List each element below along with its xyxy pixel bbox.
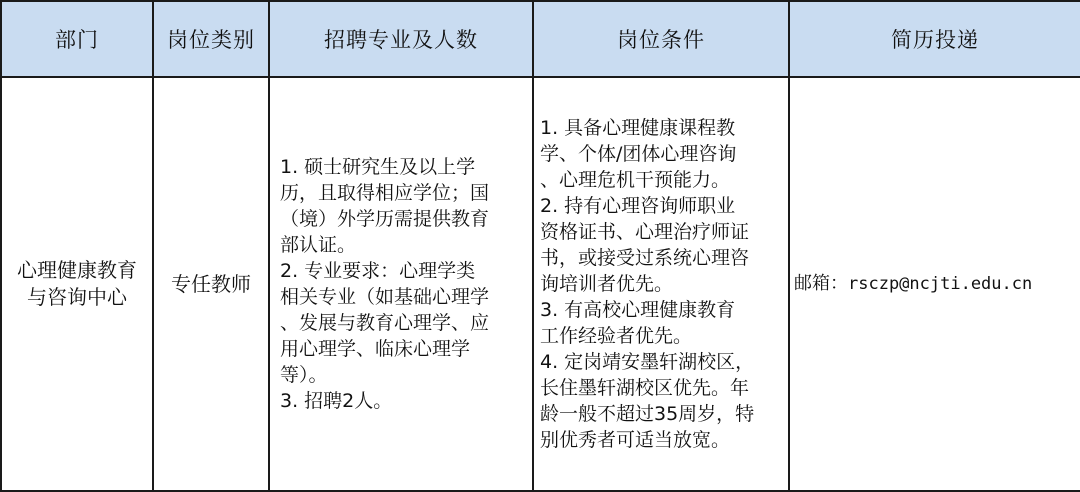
conditions-cell — [533, 77, 789, 491]
conditions-line: 别优秀者可适当放宽。 — [540, 429, 731, 451]
conditions-line: 龄一般不超过35周岁，特 — [540, 403, 755, 425]
header-resume-submission: 简历投递 — [789, 1, 1080, 77]
header-majors-and-count: 招聘专业及人数 — [269, 1, 533, 77]
conditions-line: 2. 持有心理咨询师职业 — [540, 195, 736, 217]
table-row — [1, 77, 1080, 491]
majors-cell — [269, 77, 533, 491]
majors-line: 、发展与教育心理学、应 — [280, 312, 490, 334]
conditions-line: 、心理危机干预能力。 — [540, 169, 731, 191]
position-type-cell: 专任教师 — [153, 77, 269, 491]
conditions-line: 3. 有高校心理健康教育 — [540, 299, 736, 321]
conditions-line: 学、个体/团体心理咨询 — [540, 143, 737, 165]
department-line: 心理健康教育 — [17, 258, 137, 282]
header-position-type: 岗位类别 — [153, 1, 269, 77]
majors-line: 部认证。 — [280, 234, 357, 256]
resume-cell — [789, 77, 1080, 491]
majors-line: （境）外学历需提供教育 — [280, 208, 490, 230]
majors-line: 3. 招聘2人。 — [280, 390, 393, 412]
conditions-line: 工作经验者优先。 — [540, 325, 693, 347]
conditions-line: 长住墨轩湖校区优先。年 — [540, 377, 750, 399]
department-cell — [1, 77, 153, 491]
conditions-line: 4. 定岗靖安墨轩湖校区， — [540, 351, 755, 373]
header-position-conditions: 岗位条件 — [533, 1, 789, 77]
header-department: 部门 — [1, 1, 153, 77]
conditions-line: 询培训者优先。 — [540, 273, 674, 295]
email-label: 邮箱： — [794, 273, 848, 294]
email-address[interactable]: rsczp@ncjti.edu.cn — [848, 274, 1033, 294]
conditions-line: 资格证书、心理治疗师证 — [540, 221, 750, 243]
conditions-line: 书，或接受过系统心理咨 — [540, 247, 750, 269]
majors-line: 历，且取得相应学位；国 — [280, 182, 490, 204]
majors-line: 等）。 — [280, 364, 328, 386]
conditions-line: 1. 具备心理健康课程教 — [540, 117, 736, 139]
majors-line: 用心理学、临床心理学 — [280, 338, 471, 360]
majors-line: 相关专业（如基础心理学 — [280, 286, 490, 308]
majors-line: 1. 硕士研究生及以上学 — [280, 156, 476, 178]
majors-line: 2. 专业要求：心理学类 — [280, 260, 476, 282]
department-line: 与咨询中心 — [27, 285, 127, 309]
header-row — [1, 1, 1080, 77]
